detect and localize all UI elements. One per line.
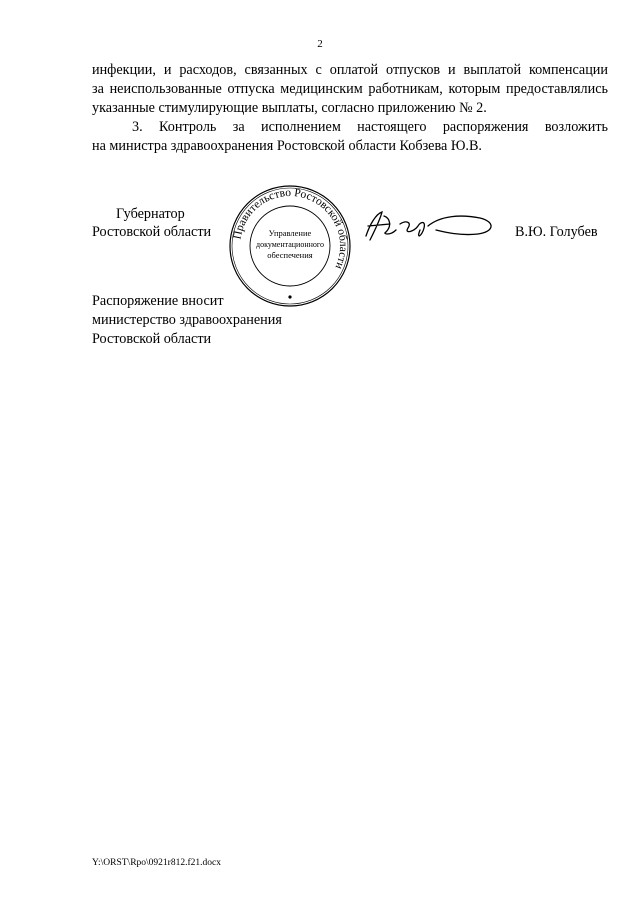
introduced-by	[92, 292, 282, 349]
signatory-title-line-1: Губернатор	[116, 206, 185, 222]
paragraph-2-line-1: 3. Контроль за исполнением настоящего распоряжения возложить	[132, 119, 608, 135]
paragraph-1-line-3: указанные стимулирующие выплаты, согласно приложению № 2.	[92, 100, 487, 116]
handwritten-signature	[360, 206, 500, 246]
introduced-by-line-2: министерство здравоохранения	[92, 312, 282, 328]
paragraph-1	[92, 61, 608, 118]
page-number: 2	[317, 38, 323, 50]
signatory-title	[92, 205, 211, 241]
paragraph-1-line-2: за неиспользованные отпуска медицинским работникам, которым предоставлялись	[92, 81, 608, 97]
introduced-by-line-1: Распоряжение вносит	[92, 293, 224, 309]
seal-inner-line-2: документационного	[256, 240, 324, 249]
official-seal	[228, 184, 352, 308]
signatory-title-line-2: Ростовской области	[92, 224, 212, 240]
introduced-by-line-3: Ростовской области	[92, 331, 212, 347]
file-path-footer: Y:\ORST\Rpo\0921r812.f21.docx	[92, 858, 221, 868]
signatory-name: В.Ю. Голубев	[515, 224, 598, 240]
seal-inner-line-1: Управление	[268, 228, 312, 238]
paragraph-1-line-1: инфекции, и расходов, связанных с оплатой отпусков и выплатой компенсации	[92, 62, 608, 78]
paragraph-2-line-2: на министра здравоохранения Ростовской области Кобзева Ю.В.	[92, 138, 482, 154]
seal-outer-text: Правительство Ростовской области	[231, 186, 350, 271]
seal-inner-line-3: обеспечения	[267, 250, 313, 260]
paragraph-2	[92, 118, 608, 156]
